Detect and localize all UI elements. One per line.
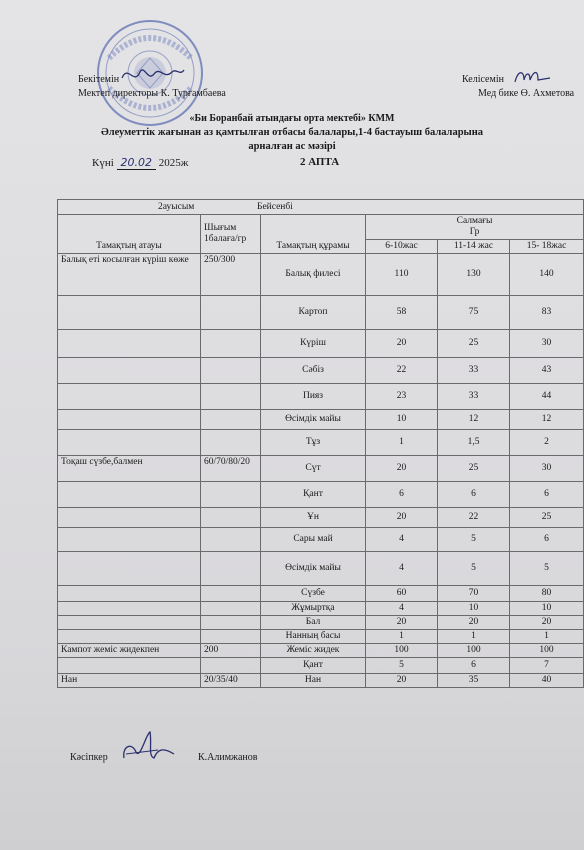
ingredient-cell: Картоп <box>261 296 366 330</box>
school-name: «Би Боранбай атындағы орта мектебі» КММ <box>189 113 395 124</box>
table-row <box>58 552 584 586</box>
value-11-14-cell: 10 <box>438 602 510 616</box>
table-row <box>58 528 584 552</box>
yield-cell <box>201 482 261 508</box>
ingredient-cell: Ұн <box>261 508 366 528</box>
nurse-signature <box>512 66 554 88</box>
director-name: Мектеп директоры К. Турғамбаева <box>78 88 226 99</box>
table-row <box>58 456 584 482</box>
value-15-18-cell: 30 <box>510 330 584 358</box>
ingredient-cell: Қант <box>261 658 366 674</box>
yield-cell <box>201 384 261 410</box>
nurse-name: Мед бике Ө. Ахметова <box>478 88 575 99</box>
table-row <box>58 602 584 616</box>
value-11-14-cell: 1 <box>438 630 510 644</box>
date-value: 20.02 <box>117 156 157 170</box>
day-label: Бейсенбі <box>256 201 293 212</box>
value-15-18-cell: 25 <box>510 508 584 528</box>
table-row <box>58 254 584 296</box>
header-age-11-14: 11-14 жас <box>438 240 510 254</box>
document-title: Әлеуметтік жағынан аз қамтылған отбасы балалары,1-4 бастауыш балаларына <box>100 127 484 138</box>
yield-cell <box>201 552 261 586</box>
value-11-14-cell: 70 <box>438 586 510 602</box>
dish-cell <box>58 552 201 586</box>
date-label: Күні <box>92 157 114 169</box>
yield-cell <box>201 330 261 358</box>
yield-cell <box>201 658 261 674</box>
value-6-10-cell: 1 <box>366 430 438 456</box>
dish-cell: Тоқаш сүзбе,балмен <box>58 456 201 482</box>
ingredient-cell: Бал <box>261 616 366 630</box>
ingredient-cell: Күріш <box>261 330 366 358</box>
yield-cell: 60/70/80/20 <box>201 456 261 482</box>
yield-cell <box>201 616 261 630</box>
header-ingredients: Тамақтың құрамы <box>261 215 366 254</box>
ingredient-cell: Өсімдік майы <box>261 410 366 430</box>
header-dish: Тамақтың атауы <box>58 215 201 254</box>
yield-cell <box>201 586 261 602</box>
header-row <box>58 215 584 240</box>
ingredient-cell: Тұз <box>261 430 366 456</box>
value-11-14-cell: 12 <box>438 410 510 430</box>
yield-cell <box>201 602 261 616</box>
menu-table <box>57 199 584 688</box>
value-15-18-cell: 7 <box>510 658 584 674</box>
header-age-6-10: 6-10жас <box>366 240 438 254</box>
value-6-10-cell: 1 <box>366 630 438 644</box>
value-15-18-cell: 100 <box>510 644 584 658</box>
ingredient-cell: Сүзбе <box>261 586 366 602</box>
value-6-10-cell: 6 <box>366 482 438 508</box>
value-15-18-cell: 43 <box>510 358 584 384</box>
yield-cell: 200 <box>201 644 261 658</box>
dish-cell: Кампот жеміс жидекпен <box>58 644 201 658</box>
value-6-10-cell: 20 <box>366 456 438 482</box>
value-15-18-cell: 6 <box>510 482 584 508</box>
week-label: 2 АПТА <box>300 156 340 168</box>
table-row <box>58 482 584 508</box>
yield-cell <box>201 410 261 430</box>
value-6-10-cell: 20 <box>366 674 438 688</box>
value-15-18-cell: 6 <box>510 528 584 552</box>
shift-cell <box>58 200 584 215</box>
ingredient-cell: Нан <box>261 674 366 688</box>
ingredient-cell: Нанның басы <box>261 630 366 644</box>
value-6-10-cell: 58 <box>366 296 438 330</box>
value-15-18-cell: 44 <box>510 384 584 410</box>
table-row <box>58 430 584 456</box>
ingredient-cell: Балық филесі <box>261 254 366 296</box>
value-11-14-cell: 1,5 <box>438 430 510 456</box>
header-age-15-18: 15- 18жас <box>510 240 584 254</box>
value-15-18-cell: 80 <box>510 586 584 602</box>
approved-label: Бекітемін <box>78 74 120 85</box>
value-11-14-cell: 20 <box>438 616 510 630</box>
dish-cell <box>58 528 201 552</box>
dish-cell <box>58 384 201 410</box>
value-15-18-cell: 12 <box>510 410 584 430</box>
value-15-18-cell: 40 <box>510 674 584 688</box>
table-row <box>58 616 584 630</box>
document-subtitle: арналған ас мәзірі <box>248 141 336 152</box>
value-6-10-cell: 4 <box>366 552 438 586</box>
dish-cell: Балық еті косылған күріш көже <box>58 254 201 296</box>
dish-cell <box>58 482 201 508</box>
value-11-14-cell: 33 <box>438 384 510 410</box>
value-6-10-cell: 100 <box>366 644 438 658</box>
value-11-14-cell: 5 <box>438 528 510 552</box>
table-row <box>58 508 584 528</box>
table-row <box>58 586 584 602</box>
entrepreneur-label: Кәсіпкер <box>70 752 108 763</box>
value-6-10-cell: 22 <box>366 358 438 384</box>
value-6-10-cell: 23 <box>366 384 438 410</box>
table-row <box>58 630 584 644</box>
ingredient-cell: Өсімдік майы <box>261 552 366 586</box>
dish-cell <box>58 586 201 602</box>
dish-cell: Нан <box>58 674 201 688</box>
dish-cell <box>58 508 201 528</box>
yield-cell <box>201 430 261 456</box>
value-11-14-cell: 75 <box>438 296 510 330</box>
dish-cell <box>58 602 201 616</box>
value-6-10-cell: 10 <box>366 410 438 430</box>
yield-cell <box>201 508 261 528</box>
shift-row <box>58 200 584 215</box>
value-15-18-cell: 83 <box>510 296 584 330</box>
value-6-10-cell: 110 <box>366 254 438 296</box>
dish-cell <box>58 330 201 358</box>
value-11-14-cell: 100 <box>438 644 510 658</box>
value-11-14-cell: 25 <box>438 330 510 358</box>
value-15-18-cell: 1 <box>510 630 584 644</box>
yield-cell: 20/35/40 <box>201 674 261 688</box>
value-11-14-cell: 35 <box>438 674 510 688</box>
dish-cell <box>58 658 201 674</box>
yield-cell <box>201 358 261 384</box>
value-15-18-cell: 10 <box>510 602 584 616</box>
value-15-18-cell: 20 <box>510 616 584 630</box>
dish-cell <box>58 358 201 384</box>
yield-cell <box>201 630 261 644</box>
dish-cell <box>58 410 201 430</box>
director-signature <box>118 60 188 88</box>
value-6-10-cell: 20 <box>366 508 438 528</box>
value-11-14-cell: 6 <box>438 658 510 674</box>
value-6-10-cell: 5 <box>366 658 438 674</box>
table-row <box>58 296 584 330</box>
header-yield: Шығым 1балаға/гр <box>201 215 261 254</box>
yield-cell <box>201 296 261 330</box>
entrepreneur-name: К.Алимжанов <box>198 752 258 763</box>
value-15-18-cell: 140 <box>510 254 584 296</box>
value-11-14-cell: 33 <box>438 358 510 384</box>
yield-cell <box>201 528 261 552</box>
table-row <box>58 384 584 410</box>
menu-table-body <box>58 200 584 688</box>
value-15-18-cell: 5 <box>510 552 584 586</box>
header-weight <box>366 215 584 240</box>
ingredient-cell: Қант <box>261 482 366 508</box>
value-11-14-cell: 5 <box>438 552 510 586</box>
dish-cell <box>58 616 201 630</box>
value-6-10-cell: 4 <box>366 528 438 552</box>
value-6-10-cell: 20 <box>366 330 438 358</box>
dish-cell <box>58 630 201 644</box>
agreed-label: Келісемін <box>462 74 504 85</box>
header-weight-unit: Гр <box>469 227 480 237</box>
value-11-14-cell: 22 <box>438 508 510 528</box>
ingredient-cell: Сәбіз <box>261 358 366 384</box>
value-11-14-cell: 25 <box>438 456 510 482</box>
header-weight-label: Салмағы <box>456 216 493 226</box>
value-6-10-cell: 20 <box>366 616 438 630</box>
value-11-14-cell: 6 <box>438 482 510 508</box>
shift-label: 2ауысым <box>158 201 195 212</box>
table-row <box>58 358 584 384</box>
date-year: 2025ж <box>158 157 189 169</box>
date-line <box>92 156 188 169</box>
dish-cell <box>58 296 201 330</box>
entrepreneur-signature <box>118 728 178 768</box>
ingredient-cell: Жеміс жидек <box>261 644 366 658</box>
dish-cell <box>58 430 201 456</box>
value-15-18-cell: 2 <box>510 430 584 456</box>
table-row <box>58 674 584 688</box>
ingredient-cell: Сары май <box>261 528 366 552</box>
value-6-10-cell: 4 <box>366 602 438 616</box>
table-row <box>58 330 584 358</box>
yield-cell: 250/300 <box>201 254 261 296</box>
value-11-14-cell: 130 <box>438 254 510 296</box>
table-row <box>58 658 584 674</box>
table-row <box>58 410 584 430</box>
value-15-18-cell: 30 <box>510 456 584 482</box>
ingredient-cell: Жұмыртқа <box>261 602 366 616</box>
value-6-10-cell: 60 <box>366 586 438 602</box>
ingredient-cell: Пияз <box>261 384 366 410</box>
ingredient-cell: Сүт <box>261 456 366 482</box>
table-row <box>58 644 584 658</box>
